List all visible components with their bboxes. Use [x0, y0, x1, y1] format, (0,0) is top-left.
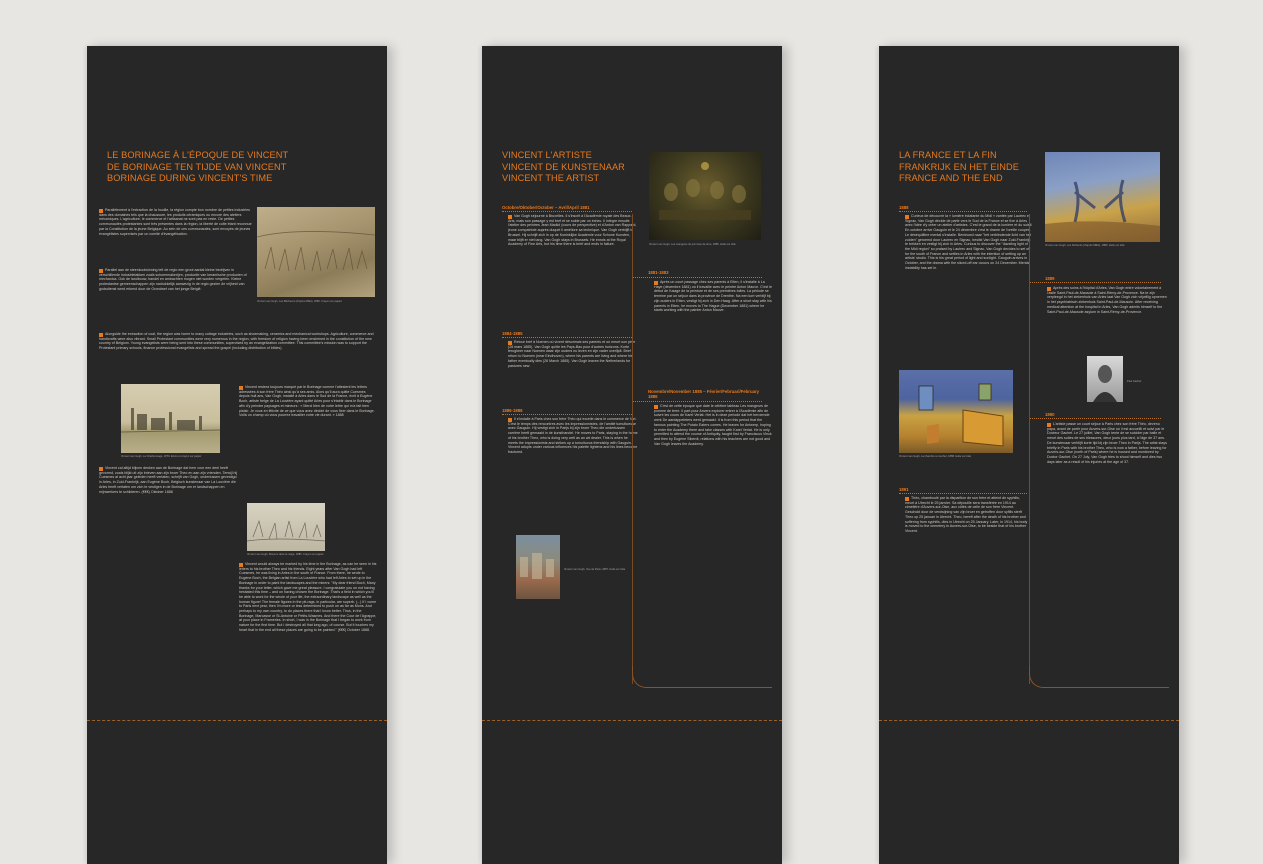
- date-divider: [632, 277, 762, 278]
- date-1886-1888: 1886-1888: [502, 408, 523, 413]
- timeline-axis: [1029, 214, 1030, 684]
- text-block-2: [1047, 286, 1167, 356]
- paragraph-4: C'est de cette époque que date le célèbre tableau Les mangeurs de pomme de terre. Il part pour Anvers explorer entrer à l'Académie afin de suivre les cours de Karel Verlat. Het is in deze periode dat het beroemde werk De aardappeleters werd gemaakt. It is from this period that the famous painting The Potato Eaters comes. He leaves for Antwerp, hoping to enter the Academy there and take classes with Karel Verlat. He is only permitted to attend the course of Antiquity, taught first by Franciscus Vinck and then by Eugène Siberdt, relations with his teachers are not good and Van Gogh leaves the Academy.: [654, 404, 772, 446]
- panel-title: [502, 150, 625, 185]
- paragraph-3: L'artiste passe un court séjour à Paris chez son frère Théo, devenu papa, avant de partir pour Auvers-sur-Oise où il est accueilli et suivi par le Docteur Gachet. Le 27 juillet, Van Gogh tente de se suicider par balle et meurt des suites de ses blessures, deux jours plus tard, à l'âge de 37 ans. De kunstenaar verblijft korte tijd bij zijn broer Theo in Parijs. The artist stays briefly in Paris with his brother Theo, who is now a father, before leaving for Auvers-sur-Oise (north of Paris) where he is housed and monitored by Doctor Gachet. On 27 July, Van Gogh tries to shoot himself and dies two days later as a result of his injuries at the age of 37.: [1047, 422, 1167, 464]
- text-block-en: [99, 332, 375, 378]
- date-divider: [899, 211, 1027, 212]
- caption-2: Vincent van Gogh, La chambre à coucher, 1888. Huile sur toile: [899, 455, 972, 458]
- photo-gachet: [1087, 356, 1123, 402]
- text-block-4: [654, 404, 772, 594]
- panel-title: [107, 150, 288, 185]
- paragraph-2: Après un court passage chez ses parents à Etten, il s'installe à La Haye (décembre 1881) où il travaille avec le peintre Anton Mauve. C'est le début de l'usage de la peinture et de ses premières toiles. La période se termine par un séjour dans la province de Drenthe. Na een kort verblijf bij zijn ouders in Etten, vestigt hij zich in Den Haag. After a short stay with his parents in Etten, he moves to The Hague (December 1881) where he starts working with the painter Anton Mauve.: [654, 280, 772, 313]
- paragraph-nl: Parallel aan de steenkoolwinning telt de regio een groot aantal kleine bedrijven in verschillende industrietakken zoals schoenmakerijen, productie van keramische producten of mechanica. Ook de landbouw, handel en ambachten mogen niet worden vergeten. Kleine protestantse gemeenschappen zijn nadrukkelijk aanwezig in de regio gezien de vrijheid van godsdienst werd erkend door de Grondwet van het jonge België.: [99, 268, 247, 291]
- painting-paris: [516, 535, 560, 599]
- title-fr: VINCENT L'ARTISTE: [502, 150, 592, 160]
- panel-title: [899, 150, 1019, 185]
- quote-nl: Vincent zal altijd blijven denken aan de Borinage dat hem voor een deel heeft gevormd, zoals blijkt uit zijn brieven aan zijn broer Theo en aan zijn vrienden. Terwijl hij Cuesmes al acht jaar geleden heeft verlaten, schrijft van Gogh, ondertussen gevestigd in Arles, in Zuid-Frankrijk, aan Eugène Boch, Belgisch kunstenaar van La Louvière die Arles heeft verlaten om zich te vestigen in de Borinage om er landschappen en mijnwerkers te schilderen. (€€€) Oktober 1888: [99, 466, 238, 494]
- caption-1: Vincent van Gogh, Les mangeurs de pommes de terre, 1885. Huile sur toile: [649, 243, 736, 246]
- date-divider: [502, 337, 632, 338]
- text-block-fr: [99, 208, 253, 256]
- text-block-1: [508, 214, 638, 326]
- date-1889: 1889: [1045, 276, 1055, 281]
- date-1891: 1891: [899, 487, 909, 492]
- title-fr: LE BORINAGE À L'ÉPOQUE DE VINCENT: [107, 150, 289, 160]
- date-divider: [1029, 282, 1161, 283]
- text-block-2: [654, 280, 772, 392]
- drawing-mineurs: [247, 503, 325, 551]
- quote-block-en: [239, 562, 377, 702]
- caption-3: Paul Gachet: [1127, 380, 1142, 383]
- exhibition-panel-artist: [482, 46, 782, 864]
- text-block-5: [508, 417, 638, 533]
- date-1881: Octobre/Oktober/October – Avril/April 1881: [502, 205, 590, 210]
- title-nl: DE BORINAGE TEN TIJDE VAN VINCENT: [107, 161, 287, 172]
- date-1881-1883: 1881-1883: [648, 270, 669, 275]
- paragraph-en: Alongside the extraction of coal, the region was home to many cottage industries, such as shoemaking, ceramics and mechanical workshops. Agriculture, commerce and handicrafts were also vibrant. Small Protestant communities were very numerous in the region, with freedom of religion having been enshrined in the constitution of the new country of Belgium. Young evangelists were being sent into these communities, supervised by an evangelization committee. This committee's mission was to support the Protestant primary schools, finance professional evangelists and spread the gospel (including distribution of bibles).: [99, 332, 374, 351]
- paragraph-1: Van Gogh séjourne à Bruxelles. Il s'inscrit à l'Académie royale des Beaux-Arts, mais son passage y est bref et se solde par un échec. Il intègre ensuite l'atelier des peintres Jean Madiol (cours de perspective) et d'Anton van Rappard, jeune compatriote auprès duquel il améliore sa technique. Van Gogh verblijft in Brussel. Hij schrijft zich in op de Koninklijke Academie voor Schone Kunsten, maar blijft er niet lang. Van Gogh stays in Brussels. He enrols at the Royal Academy of Fine Arts, but his time there is brief and ends in failure.: [508, 214, 637, 247]
- date-divider: [899, 493, 1027, 494]
- paragraph-fr: Parallèlement à l'extraction de la houille, la région compte bon nombre de petites industries dans des domaines tels que la chaussure, les produits céramiques ou encore des ateliers mécaniques. L'agriculture, le commerce et l'artisanat ne sont pas en reste. De petites communautés protestantes sont très présentes dans la région, la liberté de culte étant reconnue par la Constitution de la jeune Belgique. Au sein de ces communautés, sont envoyés de jeunes évangélistes supervisés par un comité d'évangélisation.: [99, 208, 252, 236]
- date-1885-1886: Novembre/November 1885 – Février/Februari/February 1886: [648, 389, 760, 399]
- paragraph-4: Théo, chamboulé par la disparition de son frère et atteint de syphilis, meurt à Utrecht le 25 janvier. Sa dépouille sera transférée en 1914 au cimetière d'Auvers-sur-Oise, aux côtés de celle de son frère Vincent. Geschokt door de verdwijning van zijn broer en getroffen door syfilis sterft Theo op 25 januari in Utrecht. Theo, bereft after the death of his brother and suffering from syphilis, dies in Utrecht on 25 January. Later, in 1914, his body is moved to the cemetery in Auvers-sur-Oise, to be beside that of his brother Vincent.: [905, 496, 1028, 533]
- caption-2: Vincent van Gogh, Le Charbonnage, 1879. Encre et crayon sur papier: [121, 455, 202, 458]
- caption-1: Vincent van Gogh, Les bêcheurs (d'après Millet), 1889. Huile sur toile: [1045, 244, 1125, 247]
- caption-2: Vincent van Gogh, Vue de Paris, 1887. Huile sur toile: [564, 568, 626, 571]
- date-1884-1885: 1884-1885: [502, 331, 523, 336]
- text-block-3: [1047, 422, 1167, 542]
- text-block-3: [508, 340, 638, 404]
- drawing-miners: [257, 207, 375, 297]
- painting-potato-eaters: [649, 152, 761, 240]
- date-divider: [502, 211, 632, 212]
- date-divider: [502, 414, 632, 415]
- date-divider: [1029, 418, 1161, 419]
- timeline-curve: [1029, 666, 1169, 688]
- date-1890: 1890: [1045, 412, 1055, 417]
- date-1888: 1888: [899, 205, 909, 210]
- title-nl: VINCENT DE KUNSTENAAR: [502, 161, 625, 172]
- text-block-nl: [99, 268, 253, 324]
- quote-block-nl: [99, 466, 239, 596]
- exhibition-panel-france: [879, 46, 1179, 864]
- paragraph-3: Retour bref à Nuenen où vivent désormais ses parents et où meurt son père (26 mars 1885). Van Gogh quitte les Pays-Bas pour d'autres horizons. Korte terugkeer naar Nuenen waar zijn ouders nu leven en zijn vader overlijdt. Brief return to Nuenen (near Eindhoven), where his parents are living and where his father eventually dies (26 March 1885). Van Gogh leaves the Netherlands for pastures new.: [508, 340, 636, 368]
- title-en: VINCENT THE ARTIST: [502, 173, 600, 183]
- timeline-curve: [632, 666, 772, 688]
- quote-fr: Vincent restera toujours marqué par le Borinage comme l'attestent les lettres adressées à son frère Théo ainsi qu'à ses amis. Alors qu'il aura quitté Cuesmes depuis huit ans, Van Gogh, installé à Arles dans le Sud de la France, écrit à Eugène Boch, artiste belge de La Louvière ayant quitté Arles pour s'établir dans le Borinage afin d'y peindre paysages et mineurs : « Merci bien de votre lettre qui m'a fait bien plaisir. Je vous en félicite de ce que vous avez décidé de vous fixer dans le Borinage. Voilà un champ où vous pourrez travailler votre vie durant. » 1888: [239, 385, 375, 418]
- caption-1: Vincent van Gogh, Les Bêcheurs (d'après Millet), 1880. Crayon sur papier: [257, 300, 342, 303]
- title-fr: LA FRANCE ET LA FIN: [899, 150, 997, 160]
- title-en: FRANCE AND THE END: [899, 173, 1003, 183]
- date-divider: [632, 401, 762, 402]
- paragraph-2: Après des soins à l'hôpital d'Arles, Van Gogh entre volontairement à l'asile Saint-Paul-de-Mausole à Saint-Rémy-de-Provence. Na te zijn verpleegd in het ziekenhuis van Arles laat Van Gogh zich vrijwillig opnemen in het psychiatrisch ziekenhuis Saint-Paul-de-Mausole. After receiving medical attention at the hospital in Arles, Van Gogh admits himself to the Saint-Paul-de-Mausole asylum in Saint-Rémy-de-Provence.: [1047, 286, 1167, 314]
- paragraph-1: Curieux de découvrir la « lumière éclatante du Midi » vantée par Lautrec et Signac, Van Gogh décide de partir vers le Sud de la France et se fixe à Arles avec l'idée d'y créer un atelier d'artistes. C'est le grand de la lumière et du soleil. En octobre arrive Gauguin et le 24 décembre c'est le drame de l'oreille coupée. Le déséquilibre mental s'installe. Benieuwd naar "het verblindende licht van het zuiden" geroemd door Lautrec en Signac, beslist Van Gogh naar Zuid-Frankrijk te trekken en vestigt hij zich in Arles. Curious to discover the "dazzling light of the Midi region" so praised by Lautrec and Signac, Van Gogh decides to set off for the south of France and settles in Arles with the intention of setting up an artists' studio. This is his great period of light and sunlight. Gauguin arrives in October, and the drama with the sliced-off ear occurs on 24 December. Mental instability has set in.: [905, 214, 1033, 270]
- painting-diggers: [1045, 152, 1160, 242]
- title-nl: FRANKRIJK EN HET EINDE: [899, 161, 1019, 172]
- title-en: BORINAGE DURING VINCENT'S TIME: [107, 173, 273, 183]
- caption-3: Vincent van Gogh, Mineurs dans la neige, 1880. Crayon sur papier: [247, 553, 324, 556]
- quote-block-fr: [239, 385, 377, 503]
- paragraph-5: Il s'installe à Paris chez son frère Théo qui excelle dans le commerce de l'art. C'est le temps des rencontres avec les impressionnistes, de l'amitié tumultueuse avec Gauguin. Hij vestigt zich in Parijs bij zijn broer Theo die ondertussen carrière heeft gemaakt in de kunsthandel. He moves to Paris, staying in the home of his brother Theo, who is doing very well as an art dealer. This is when he meets the impressionists and strikes up a tumultuous friendship with Gauguin. Vincent adopts under various influences his palette lightens and his lines become fractured.: [508, 417, 638, 454]
- timeline-axis: [632, 214, 633, 684]
- painting-bedroom: [899, 370, 1013, 453]
- drawing-charbonnage: [121, 384, 220, 453]
- exhibition-panel-borinage: [87, 46, 387, 864]
- quote-en: Vincent would always be marked by his time in the Borinage, as can be seen in his letters to his brother Theo and his friends. Eight years after Van Gogh had left Cuesmes, he was living in Arles in the south of France. From there, he wrote to Eugène Boch, the Belgian artist from La Louvière who had left Arles to set up in the Borinage in order to paint the landscapes and the miners: "My dear friend Boch, Many thanks for your letter, which gave me great pleasure. I congratulate you on not having hesitated this time – and on having chosen the Borinage. That's a field in which you'll be able to work for the whole of your life, the extraordinary landscape as well as the human figure! The female figures in the pit-rags, in particular, are superb. (...) If I come to Paris next year, then I'm more or less determined to push on as far as Mons. And perhaps to my own country, to do places there that I know better. Thus, in the Borinage, Marcasse or St-Antoine or Petits-Wasmes. And there the Cour de l'Agrappe, at your place in Framerles. In short, I was in the Borinage that I began to work from nature for the first time. But I destroyed all that long ago, of course. But it touches my heart that in the end all these places are going to be painted." (€€€) October 1888.: [239, 562, 377, 632]
- text-block-1: [905, 214, 1033, 366]
- text-block-4: [905, 496, 1029, 600]
